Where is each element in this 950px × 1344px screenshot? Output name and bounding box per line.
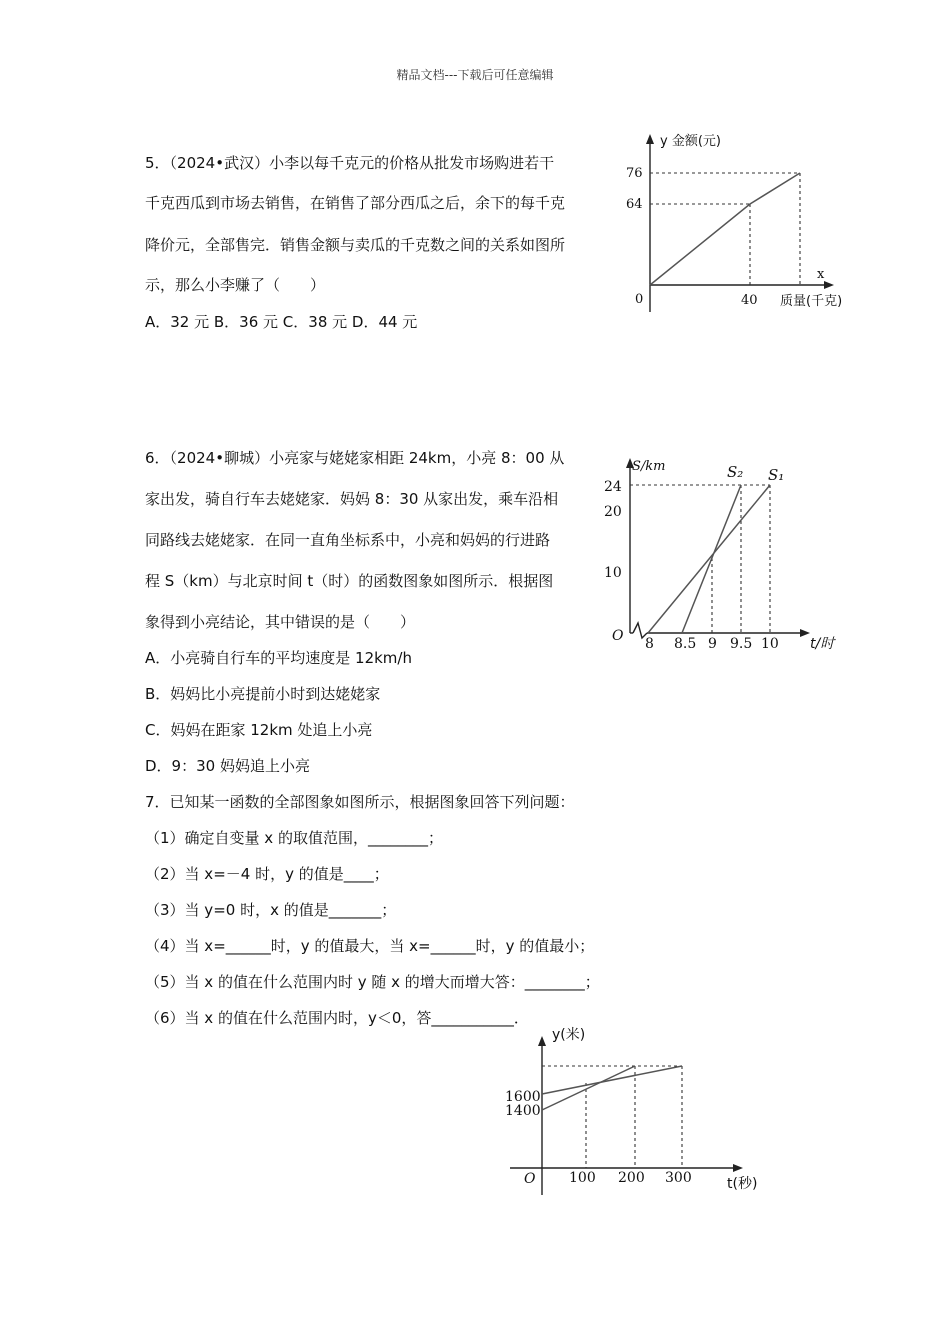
g3-y-arrow: [538, 1036, 546, 1046]
q5-line-3: 降价元，全部售完．销售金额与卖瓜的千克数之间的关系如图所: [145, 236, 566, 254]
g3-x-tick-200: 200: [618, 1170, 645, 1186]
q5-origin: 0: [635, 292, 644, 307]
g3-x-label: t(秒): [727, 1176, 758, 1192]
q5-y-tick-64: 64: [626, 197, 643, 212]
q5-sales-line: [650, 173, 800, 285]
q6-option-d: D．9：30 妈妈追上小亮: [145, 757, 310, 775]
q6-x-tick-8-5: 8.5: [674, 636, 697, 652]
q5-y-label: y 金额(元): [660, 134, 721, 149]
q6-y-label: S/km: [632, 459, 666, 474]
q6-line-4: 程 S（km）与北京时间 t（时）的函数图象如图所示．根据图: [145, 572, 554, 590]
q6-s1-label: S₁: [768, 466, 785, 484]
q6-line-5: 象得到小亮结论，其中错误的是（ ）: [145, 613, 416, 631]
q5-y-tick-76: 76: [626, 166, 643, 181]
q7-line-2: （1）确定自变量 x 的取值范围，________；: [145, 829, 443, 847]
q5-x-unit: 质量(千克): [780, 294, 843, 309]
q5-x-label: x: [817, 267, 825, 282]
q5-options: A．32 元 B．36 元 C．38 元 D．44 元: [145, 313, 418, 331]
g3-y-tick-1600: 1600: [505, 1089, 541, 1105]
q6-origin: O: [612, 628, 624, 644]
q7-line-4: （3）当 y=0 时，x 的值是_______；: [145, 901, 397, 919]
q5-line-2: 千克西瓜到市场去销售，在销售了部分西瓜之后，余下的每千克: [145, 194, 566, 212]
q6-x-arrow: [800, 629, 810, 637]
g3-x-arrow: [733, 1164, 743, 1172]
q7-line-7: （6）当 x 的值在什么范围内时，y＜0，答___________．: [145, 1009, 529, 1027]
q5-x-tick-40: 40: [741, 293, 758, 308]
q5-x-arrow: [824, 281, 834, 289]
q5-y-arrow: [646, 134, 654, 144]
q6-y-tick-20: 20: [604, 504, 622, 520]
q6-option-a: A．小亮骑自行车的平均速度是 12km/h: [145, 649, 412, 667]
q6-y-tick-10: 10: [604, 565, 622, 581]
q6-x-tick-9-5: 9.5: [730, 636, 753, 652]
q6-option-b: B．妈妈比小亮提前小时到达姥姥家: [145, 685, 381, 703]
q6-x-tick-9: 9: [708, 636, 717, 652]
q5-graph: [615, 125, 865, 320]
g3-x-tick-300: 300: [665, 1170, 692, 1186]
g3-y-label: y(米): [552, 1027, 586, 1043]
q7-line-1: 7．已知某一函数的全部图象如图所示，根据图象回答下列问题：: [145, 793, 575, 811]
q6-line-3: 同路线去姥姥家．在同一直角坐标系中，小亮和妈妈的行进路: [145, 531, 551, 549]
q6-s2-line: [682, 485, 741, 633]
q6-s2-label: S₂: [727, 463, 744, 481]
q6-line-2: 家出发，骑自行车去姥姥家．妈妈 8：30 从家出发，乘车沿相: [145, 490, 559, 508]
g3-x-tick-100: 100: [569, 1170, 596, 1186]
q6-x-tick-8: 8: [645, 636, 654, 652]
q6-x-tick-10: 10: [761, 636, 779, 652]
graph-3: [495, 1025, 785, 1200]
g3-y-tick-1400: 1400: [505, 1103, 541, 1119]
g3-line-1: [542, 1066, 682, 1094]
g3-origin: O: [524, 1171, 536, 1187]
q5-line-1: 5．（2024•武汉）小李以每千克元的价格从批发市场购进若干: [145, 154, 555, 172]
q6-x-label: t/时: [810, 636, 835, 652]
q7-line-5: （4）当 x=______时，y 的值最大，当 x=______时，y 的值最小；: [145, 937, 595, 955]
q6-option-c: C．妈妈在距家 12km 处追上小亮: [145, 721, 373, 739]
q6-y-tick-24: 24: [604, 479, 622, 495]
page-header: 精品文档---下载后可任意编辑: [396, 68, 554, 82]
q6-graph: [600, 450, 850, 655]
q5-line-4: 示，那么小李赚了（ ）: [145, 276, 326, 294]
g3-line-2: [542, 1066, 635, 1110]
q6-s1-line: [648, 485, 770, 633]
q6-line-1: 6．（2024•聊城）小亮家与姥姥家相距 24km，小亮 8：00 从: [145, 449, 565, 467]
q7-line-3: （2）当 x=－4 时，y 的值是____；: [145, 865, 389, 883]
q7-line-6: （5）当 x 的值在什么范围内时 y 随 x 的增大而增大答：________；: [145, 973, 600, 991]
